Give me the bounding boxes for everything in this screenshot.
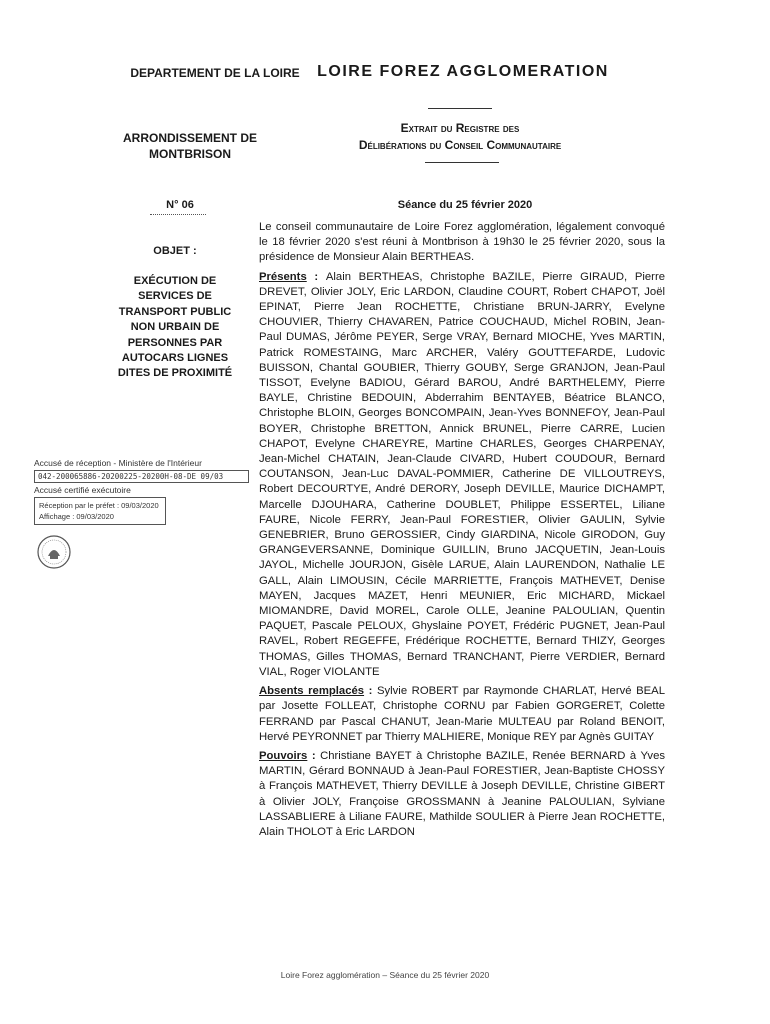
object-text: EXÉCUTION DE SERVICES DE TRANSPORT PUBLIC NON URBAIN DE PERSONNES PAR AUTOCARS LIGNES DITES DE PROXIMITÉ bbox=[117, 275, 233, 380]
stamp-reception: Réception par le préfet : 09/03/2020 bbox=[39, 501, 159, 510]
stamp-certified-line: Accusé certifié exécutoire bbox=[34, 485, 131, 495]
session-date: Séance du 25 février 2020 bbox=[397, 199, 533, 211]
deliberation-number: N° 06 bbox=[166, 199, 194, 211]
intro-paragraph: Le conseil communautaire de Loire Forez agglomération, légalement convoqué le 18 février 2020 s'est réuni à Montbrison à 19h30 le 25 février 2020, sous la présidence de Monsieur Alain BERTHEAS. bbox=[259, 221, 665, 264]
page-footer: Loire Forez agglomération – Séance du 25 février 2020 bbox=[280, 970, 490, 980]
seal-emblem bbox=[48, 550, 60, 556]
stamp-affichage: Affichage : 09/03/2020 bbox=[39, 512, 114, 521]
receipt-stamp bbox=[34, 458, 249, 529]
absent-label: Absents remplacés bbox=[259, 685, 365, 698]
official-seal-icon bbox=[36, 534, 72, 570]
present-paragraph: Présents : Alain BERTHEAS, Christophe BAZILE, Pierre GIRAUD, Pierre DREVET, Olivier JOLY, Eric LARDON, Claudine COURT, Robert CHAPOT, Joël EPINAT, Pierre Jean ROCHETTE, Christiane BRUN-JARRY, Evelyne CHOUVIER, Thierry CHAVAREN, Patrice COUCHAUD, Michel ROBIN, Jean-Paul DUMAS, Jérôme PEYER, Serge VRAY, Bernard MIOCHE, Yves MARTIN, Patrick ROMESTAING, Marc ARCHER, Valéry GOUTTEFARDE, Ludovic BUISSON, Chantal GOUBIER, Thierry GOUBY, Serge GRANJON, Jean-Paul TISSOT, Evelyne BADIOU, Gérard BAROU, André BARTHELEMY, Pierre BAYLE, Christine BEDOUIN, Abderrahim BENTAYEB, Béatrice BLANCO, Christophe BLOIN, Georges BONCOMPAIN, Jean-Yves BONNEFOY, Jean-Paul BOYER, Christophe BRETTON, Annick BRUNEL, Pierre CARRE, Lucien CHAPOT, Evelyne CHAREYRE, Martine CHARLES, Georges CHARPENAY, Jean-Michel CHATAIN, Jean-Claude CIVARD, Hubert COUDOUR, Bernard COUTANSON, Jean-Luc DAVAL-POMMIER, Catherine DE VILLOUTREYS, Robert DECOURTYE, André DERORY, Joseph DEVILLE, Maurice DICHAMPT, Marcelle DJOUHARA, Catherine DOUBLET, Philippe ESSERTEL, Liliane FAURE, Nicole FERRY, Jean-Paul FORESTIER, Olivier GAULIN, Sylvie GENEBRIER, Bruno GEROSSIER, Cindy GIARDINA, Nicole GIRODON, Guy GRANGEVERSANNE, Dominique GUILLIN, Bruno JACQUETIN, Jean-Louis JAYOL, Michelle JOURJON, Gisèle LARUE, Alain LAURENDON, Nathalie LE GALL, Alain LIMOUSIN, Cécile MARRIETTE, François MATHEVET, Denise MAYEN, Jacques MAZET, Henri MEUNIER, Eric MICHARD, Mickael MIOMANDRE, David MOREL, Carole OLLE, Jeanine PALOULIAN, Quentin PAQUET, Pascale PELOUX, Ghyslaine POYET, Frédéric PUGNET, Jean-Paul RAVEL, Robert REGEFFE, Frédérique ROCHETTE, Bernard THIZY, Georges THOMAS, Gilles THOMAS, Bernard TRANCHANT, Pierre VERDIER, Bernard VIAL, Roger VIOLANTE bbox=[259, 270, 665, 678]
page-title: LOIRE FOREZ AGGLOMERATION bbox=[317, 63, 609, 80]
title-divider bbox=[428, 108, 492, 109]
extract-line-2: Délibérations du Conseil Communautaire bbox=[358, 138, 562, 152]
deliberation-body bbox=[259, 220, 665, 844]
department-heading: DEPARTEMENT DE LA LOIRE bbox=[130, 66, 300, 80]
absent-paragraph: Absents remplacés : Sylvie ROBERT par Raymonde CHARLAT, Hervé BEAL par Josette FOLLEAT, Christophe CORNU par Fabien GORGERET, Colette FERRAND par Pascal CHANUT, Jean-Marie MULTEAU par Roland BENOIT, Hervé PEYRONNET par Thierry MALHIERE, Monique REY par Agnès GUITAY bbox=[259, 685, 665, 743]
extract-heading bbox=[300, 120, 620, 154]
arrondissement-heading: ARRONDISSEMENT DE MONTBRISON bbox=[122, 131, 257, 161]
pouvoirs-list: Christiane BAYET à Christophe BAZILE, Renée BERNARD à Yves MARTIN, Gérard BONNAUD à Jean-Paul FORESTIER, Jean-Baptiste CHOSSY à François MATHEVET, Thierry DEVILLE à Joseph DEVILLE, Christine GIBERT à Olivier JOLY, Françoise GROSSMANN à Jeanine PALOULIAN, Sylviane LASSABLIERE à Liliane FAURE, Mathilde SOULIER à Pierre Jean ROCHETTE, Alain THOLOT à Eric LARDON bbox=[259, 749, 666, 838]
stamp-dates-box bbox=[34, 497, 166, 525]
stamp-id: 042-200065886-20200225-20200H-08-DE 09/03 bbox=[34, 470, 249, 483]
object-label: OBJET : bbox=[153, 245, 197, 257]
extract-line-1: Extrait du Registre des bbox=[400, 121, 520, 135]
absent-list: Sylvie ROBERT par Raymonde CHARLAT, Hervé BEAL par Josette FOLLEAT, Christophe CORNU par Fabien GORGERET, Colette FERRAND par Pascal CHANUT, Jean-Marie MULTEAU par Roland BENOIT, Hervé PEYRONNET par Thierry MALHIERE, Monique REY par Agnès GUITAY bbox=[259, 685, 665, 743]
pouvoirs-label: Pouvoirs bbox=[259, 749, 308, 762]
extract-divider bbox=[425, 162, 499, 163]
present-list: Alain BERTHEAS, Christophe BAZILE, Pierre GIRAUD, Pierre DREVET, Olivier JOLY, Eric LARDON, Claudine COURT, Robert CHAPOT, Joël EPINAT, Pierre Jean ROCHETTE, Christiane BRUN-JARRY, Evelyne CHOUVIER, Thierry CHAVAREN, Patrice COUCHAUD, Michel ROBIN, Jean-Paul DUMAS, Jérôme PEYER, Serge VRAY, Bernard MIOCHE, Yves MARTIN, Patrick ROMESTAING, Marc ARCHER, Valéry GOUTTEFARDE, Ludovic BUISSON, Chantal GOUBIER, Thierry GOUBY, Serge GRANJON, Jean-Paul TISSOT, Evelyne BADIOU, Gérard BAROU, André BARTHELEMY, Pierre BAYLE, Christine BEDOUIN, Abderrahim BENTAYEB, Béatrice BLANCO, Christophe BLOIN, Georges BONCOMPAIN, Jean-Yves BONNEFOY, Jean-Paul BOYER, Christophe BRETTON, Annick BRUNEL, Pierre CARRE, Lucien CHAPOT, Evelyne CHAREYRE, Martine CHARLES, Georges CHARPENAY, Jean-Michel CHATAIN, Jean-Claude CIVARD, Hubert COUDOUR, Bernard COUTANSON, Jean-Luc DAVAL-POMMIER, Catherine DE VILLOUTREYS, Robert DECOURTYE, André DERORY, Joseph DEVILLE, Maurice DICHAMPT, Marcelle DJOUHARA, Catherine DOUBLET, Philippe ESSERTEL, Liliane FAURE, Nicole FERRY, Jean-Paul FORESTIER, Olivier GAULIN, Sylvie GENEBRIER, Bruno GEROSSIER, Cindy GIARDINA, Nicole GIRODON, Guy GRANGEVERSANNE, Dominique GUILLIN, Bruno JACQUETIN, Jean-Louis JAYOL, Michelle JOURJON, Gisèle LARUE, Alain LAURENDON, Nathalie LE GALL, Alain LIMOUSIN, Cécile MARRIETTE, François MATHEVET, Denise MAYEN, Jacques MAZET, Henri MEUNIER, Eric MICHARD, Mickael MIOMANDRE, David MOREL, Carole OLLE, Jeanine PALOULIAN, Quentin PAQUET, Pascale PELOUX, Ghyslaine POYET, Frédéric PUGNET, Jean-Paul RAVEL, Robert REGEFFE, Frédérique ROCHETTE, Bernard THIZY, Georges THOMAS, Gilles THOMAS, Bernard TRANCHANT, Pierre VERDIER, Bernard VIAL, Roger VIOLANTE bbox=[259, 270, 665, 678]
seal-base bbox=[50, 556, 58, 559]
present-label: Présents bbox=[259, 270, 307, 283]
stamp-ministry-line: Accusé de réception - Ministère de l'Intérieur bbox=[34, 458, 202, 468]
number-underline bbox=[150, 214, 206, 215]
pouvoirs-paragraph: Pouvoirs : Christiane BAYET à Christophe BAZILE, Renée BERNARD à Yves MARTIN, Gérard BONNAUD à Jean-Paul FORESTIER, Jean-Baptiste CHOSSY à François MATHEVET, Thierry DEVILLE à Joseph DEVILLE, Christine GIBERT à Olivier JOLY, Françoise GROSSMANN à Jeanine PALOULIAN, Sylviane LASSABLIERE à Liliane FAURE, Mathilde SOULIER à Pierre Jean ROCHETTE, Alain THOLOT à Eric LARDON bbox=[259, 749, 666, 838]
